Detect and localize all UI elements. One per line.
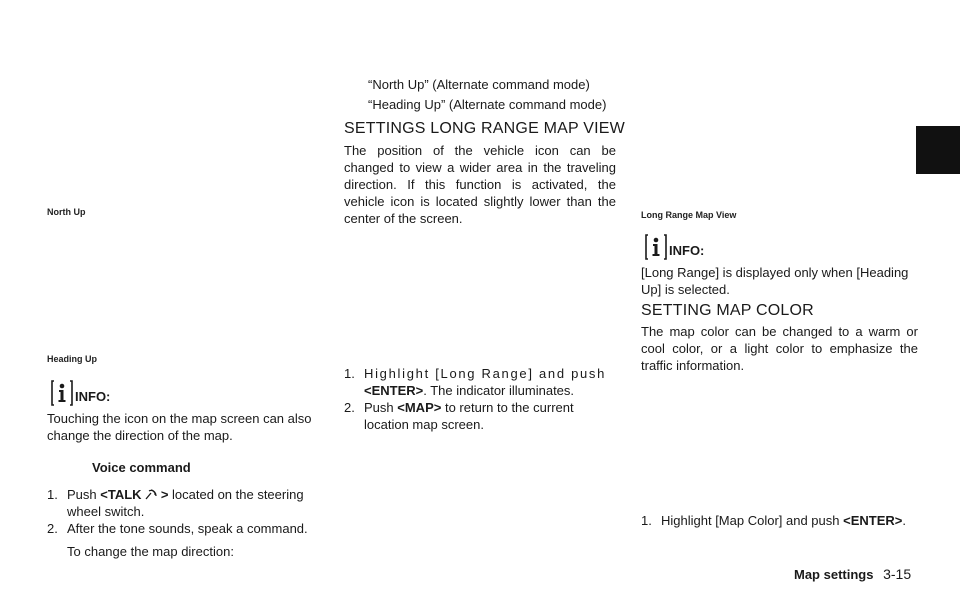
map-color-step-1 <box>641 512 931 529</box>
talk-key: <TALK <box>100 487 142 502</box>
info-text-left: Touching the icon on the map screen can also change the direction of the map. <box>47 411 312 443</box>
footer-section: Map settings <box>794 567 874 582</box>
info-box-left <box>51 380 110 406</box>
step-text: Push <box>364 400 394 415</box>
step-number: 2. <box>47 521 58 536</box>
step-end: . <box>902 513 906 528</box>
map-key: <MAP> <box>397 400 442 415</box>
step-text: Highlight [Long Range] and push <box>364 366 607 381</box>
step-number: 1. <box>47 487 58 502</box>
map-color-paragraph: The map color can be changed to a warm or cool color, or a light color to emphasize the traffic information. <box>641 324 918 373</box>
section-title-long-range: SETTINGS LONG RANGE MAP VIEW <box>344 120 625 137</box>
step-text: Push <box>67 487 97 502</box>
step-text-rest: located on the steering <box>172 487 304 502</box>
long-range-step-1 <box>344 365 618 399</box>
caption-north-up: North Up <box>47 207 86 217</box>
step-text: After the tone sounds, speak a command. <box>67 521 308 536</box>
info-icon <box>645 234 667 260</box>
info-text-right: [Long Range] is displayed only when [Heading Up] is selected. <box>641 265 909 297</box>
long-range-step-2 <box>344 399 618 433</box>
command-heading-up: “Heading Up” (Alternate command mode) <box>368 97 607 112</box>
long-range-paragraph: The position of the vehicle icon can be changed to view a wider area in the traveling direction. If this function is activated, the vehicle icon is located slightly lower than the center of the screen. <box>344 143 616 226</box>
voice-step-1 <box>47 486 323 520</box>
step-text-rest: to return to the current <box>444 400 574 415</box>
info-box-right <box>645 234 704 260</box>
voice-step-2 <box>47 520 337 560</box>
enter-key: <ENTER> <box>843 513 903 528</box>
section-title-map-color: SETTING MAP COLOR <box>641 302 814 319</box>
caption-heading-up: Heading Up <box>47 354 98 364</box>
page-footer <box>794 566 911 582</box>
command-north-up: “North Up” (Alternate command mode) <box>368 77 590 92</box>
info-icon <box>51 380 73 406</box>
info-label: INFO: <box>669 242 705 258</box>
step-text-cont: location map screen. <box>364 417 484 432</box>
section-tab <box>916 126 960 174</box>
info-label: INFO: <box>75 388 111 404</box>
step-number: 1. <box>641 513 652 528</box>
footer-page-number: 3-15 <box>883 566 912 582</box>
step-number: 2. <box>344 400 355 415</box>
caption-long-range: Long Range Map View <box>641 210 737 220</box>
step-number: 1. <box>344 366 355 381</box>
step-text-cont: wheel switch. <box>67 504 145 519</box>
step-subtext: To change the map direction: <box>67 544 234 559</box>
enter-key: <ENTER> <box>364 383 424 398</box>
step-text: Highlight [Map Color] and push <box>661 513 840 528</box>
step-text-rest: . The indicator illuminates. <box>423 383 575 398</box>
talk-icon <box>145 487 161 502</box>
talk-key-end: > <box>160 487 169 502</box>
voice-command-heading: Voice command <box>92 460 191 475</box>
